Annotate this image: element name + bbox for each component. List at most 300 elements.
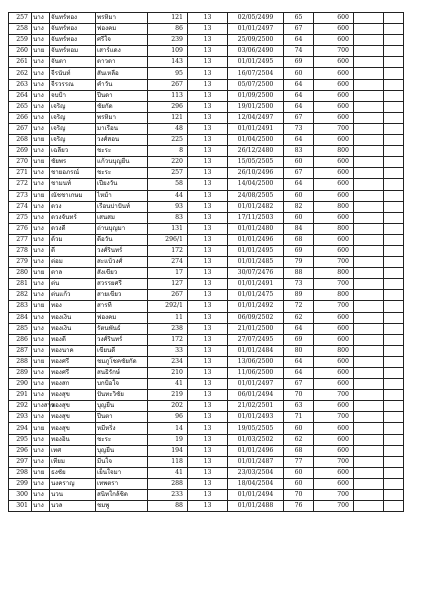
- village-number-cell: 13: [188, 268, 228, 279]
- village-number-cell: 13: [188, 257, 228, 268]
- birth-date-cell: 18/04/2504: [228, 478, 284, 489]
- house-number-cell: 44: [148, 190, 188, 201]
- table-row: [9, 301, 404, 312]
- age-cell: 65: [284, 13, 314, 24]
- age-cell: 70: [284, 490, 314, 501]
- blank-cell: [384, 157, 404, 168]
- prefix-cell: นาง: [32, 223, 50, 234]
- village-number-cell: 13: [188, 467, 228, 478]
- blank-cell: [384, 24, 404, 35]
- allowance-amount-cell: 600: [314, 101, 354, 112]
- first-name-cell: ณัชชาเกษม: [50, 190, 96, 201]
- blank-cell: [354, 190, 384, 201]
- allowance-amount-cell: 600: [314, 68, 354, 79]
- prefix-cell: นาง: [32, 112, 50, 123]
- table-row: [9, 434, 404, 445]
- last-name-cell: สะแบ้วงศ์: [96, 257, 148, 268]
- birth-date-cell: 06/01/2494: [228, 390, 284, 401]
- blank-cell: [384, 456, 404, 467]
- blank-cell: [354, 179, 384, 190]
- allowance-amount-cell: 800: [314, 345, 354, 356]
- blank-cell: [384, 135, 404, 146]
- age-cell: 64: [284, 356, 314, 367]
- village-number-cell: 13: [188, 123, 228, 134]
- last-name-cell: สันเหลือ: [96, 68, 148, 79]
- blank-cell: [384, 123, 404, 134]
- age-cell: 60: [284, 423, 314, 434]
- village-number-cell: 13: [188, 79, 228, 90]
- blank-cell: [384, 401, 404, 412]
- first-name-cell: ด้วม: [50, 234, 96, 245]
- house-number-cell: 58: [148, 179, 188, 190]
- last-name-cell: เรือนปาปันท์: [96, 201, 148, 212]
- birth-date-cell: 01/01/2495: [228, 245, 284, 256]
- birth-date-cell: 01/01/2493: [228, 412, 284, 423]
- row-number-cell: 298: [9, 467, 32, 478]
- blank-cell: [354, 57, 384, 68]
- birth-date-cell: 12/04/2497: [228, 112, 284, 123]
- last-name-cell: เปียงวัน: [96, 179, 148, 190]
- prefix-cell: นาย: [32, 268, 50, 279]
- prefix-cell: นาง: [32, 290, 50, 301]
- age-cell: 84: [284, 223, 314, 234]
- row-number-cell: 261: [9, 57, 32, 68]
- age-cell: 60: [284, 467, 314, 478]
- blank-cell: [384, 212, 404, 223]
- allowance-amount-cell: 600: [314, 323, 354, 334]
- house-number-cell: 8: [148, 146, 188, 157]
- blank-cell: [354, 323, 384, 334]
- prefix-cell: นางสาว: [32, 401, 50, 412]
- row-number-cell: 262: [9, 68, 32, 79]
- prefix-cell: นาง: [32, 101, 50, 112]
- age-cell: 74: [284, 46, 314, 57]
- house-number-cell: 296: [148, 101, 188, 112]
- row-number-cell: 274: [9, 201, 32, 212]
- village-number-cell: 13: [188, 35, 228, 46]
- last-name-cell: ดาวดา: [96, 57, 148, 68]
- row-number-cell: 273: [9, 190, 32, 201]
- first-name-cell: ทองเงิน: [50, 312, 96, 323]
- age-cell: 73: [284, 123, 314, 134]
- row-number-cell: 257: [9, 13, 32, 24]
- blank-cell: [354, 35, 384, 46]
- prefix-cell: นาง: [32, 79, 50, 90]
- blank-cell: [384, 334, 404, 345]
- allowance-amount-cell: 600: [314, 434, 354, 445]
- age-cell: 83: [284, 146, 314, 157]
- house-number-cell: 19: [148, 434, 188, 445]
- village-number-cell: 13: [188, 234, 228, 245]
- row-number-cell: 291: [9, 390, 32, 401]
- blank-cell: [354, 79, 384, 90]
- prefix-cell: นาย: [32, 157, 50, 168]
- table-row: [9, 234, 404, 245]
- allowance-amount-cell: 700: [314, 412, 354, 423]
- house-number-cell: 234: [148, 356, 188, 367]
- blank-cell: [384, 501, 404, 512]
- row-number-cell: 263: [9, 79, 32, 90]
- table-row: [9, 423, 404, 434]
- age-cell: 60: [284, 68, 314, 79]
- first-name-cell: ทองสุข: [50, 401, 96, 412]
- first-name-cell: เจริญ: [50, 135, 96, 146]
- row-number-cell: 280: [9, 268, 32, 279]
- village-number-cell: 13: [188, 356, 228, 367]
- prefix-cell: นาง: [32, 257, 50, 268]
- house-number-cell: 118: [148, 456, 188, 467]
- blank-cell: [384, 323, 404, 334]
- prefix-cell: นาง: [32, 412, 50, 423]
- last-name-cell: ไหม้า: [96, 190, 148, 201]
- table-row: [9, 190, 404, 201]
- table-row: [9, 445, 404, 456]
- age-cell: 63: [284, 401, 314, 412]
- blank-cell: [354, 157, 384, 168]
- blank-cell: [354, 467, 384, 478]
- birth-date-cell: 01/01/2475: [228, 290, 284, 301]
- allowance-amount-cell: 600: [314, 401, 354, 412]
- table-row: [9, 35, 404, 46]
- birth-date-cell: 11/06/2500: [228, 368, 284, 379]
- village-number-cell: 13: [188, 201, 228, 212]
- first-name-cell: เจริญ: [50, 112, 96, 123]
- row-number-cell: 278: [9, 245, 32, 256]
- table-row: [9, 356, 404, 367]
- table-row: [9, 268, 404, 279]
- birth-date-cell: 01/01/2497: [228, 24, 284, 35]
- first-name-cell: เจริญ: [50, 123, 96, 134]
- prefix-cell: นาง: [32, 234, 50, 245]
- row-number-cell: 275: [9, 212, 32, 223]
- house-number-cell: 292/1: [148, 301, 188, 312]
- blank-cell: [384, 467, 404, 478]
- last-name-cell: ถ่านบุญมา: [96, 223, 148, 234]
- table-row: [9, 46, 404, 57]
- last-name-cell: เสาร์แดง: [96, 46, 148, 57]
- prefix-cell: นาง: [32, 445, 50, 456]
- village-number-cell: 13: [188, 24, 228, 35]
- blank-cell: [384, 434, 404, 445]
- allowance-amount-cell: 800: [314, 146, 354, 157]
- age-cell: 64: [284, 79, 314, 90]
- table-row: [9, 412, 404, 423]
- age-cell: 60: [284, 190, 314, 201]
- age-cell: 73: [284, 279, 314, 290]
- prefix-cell: นาง: [32, 345, 50, 356]
- first-name-cell: ชัยพร: [50, 157, 96, 168]
- allowance-amount-cell: 700: [314, 46, 354, 57]
- last-name-cell: เทพตรา: [96, 478, 148, 489]
- birth-date-cell: 01/01/2491: [228, 279, 284, 290]
- allowance-amount-cell: 600: [314, 312, 354, 323]
- blank-cell: [384, 301, 404, 312]
- house-number-cell: 219: [148, 390, 188, 401]
- birth-date-cell: 26/12/2480: [228, 146, 284, 157]
- prefix-cell: นาง: [32, 501, 50, 512]
- table-row: [9, 290, 404, 301]
- blank-cell: [384, 112, 404, 123]
- blank-cell: [354, 356, 384, 367]
- house-number-cell: 233: [148, 490, 188, 501]
- allowance-amount-cell: 600: [314, 190, 354, 201]
- allowance-amount-cell: 600: [314, 79, 354, 90]
- table-row: [9, 179, 404, 190]
- blank-cell: [384, 290, 404, 301]
- last-name-cell: ชะระ: [96, 146, 148, 157]
- birth-date-cell: 01/03/2502: [228, 434, 284, 445]
- table-row: [9, 478, 404, 489]
- house-number-cell: 296/1: [148, 234, 188, 245]
- village-number-cell: 13: [188, 190, 228, 201]
- village-number-cell: 13: [188, 379, 228, 390]
- first-name-cell: นวน: [50, 490, 96, 501]
- village-number-cell: 13: [188, 245, 228, 256]
- age-cell: 79: [284, 257, 314, 268]
- first-name-cell: ทองสก: [50, 379, 96, 390]
- row-number-cell: 264: [9, 90, 32, 101]
- last-name-cell: ฟองคม: [96, 312, 148, 323]
- allowance-amount-cell: 600: [314, 168, 354, 179]
- blank-cell: [354, 245, 384, 256]
- row-number-cell: 299: [9, 478, 32, 489]
- last-name-cell: บุญยืน: [96, 401, 148, 412]
- house-number-cell: 93: [148, 201, 188, 212]
- age-cell: 62: [284, 434, 314, 445]
- table-row: [9, 323, 404, 334]
- birth-date-cell: 01/01/2495: [228, 57, 284, 68]
- row-number-cell: 260: [9, 46, 32, 57]
- house-number-cell: 131: [148, 223, 188, 234]
- allowance-amount-cell: 600: [314, 467, 354, 478]
- blank-cell: [384, 356, 404, 367]
- village-number-cell: 13: [188, 445, 228, 456]
- table-row: [9, 490, 404, 501]
- table-row: [9, 123, 404, 134]
- birth-date-cell: 01/01/2487: [228, 456, 284, 467]
- blank-cell: [354, 101, 384, 112]
- blank-cell: [384, 390, 404, 401]
- prefix-cell: นาง: [32, 146, 50, 157]
- blank-cell: [354, 168, 384, 179]
- birth-date-cell: 24/08/2505: [228, 190, 284, 201]
- house-number-cell: 257: [148, 168, 188, 179]
- table-row: [9, 68, 404, 79]
- prefix-cell: นาย: [32, 46, 50, 57]
- last-name-cell: ชมภูโชคชัยกัด: [96, 356, 148, 367]
- age-cell: 67: [284, 168, 314, 179]
- age-cell: 69: [284, 57, 314, 68]
- last-name-cell: ชะระ: [96, 168, 148, 179]
- prefix-cell: นาง: [32, 179, 50, 190]
- prefix-cell: นาง: [32, 478, 50, 489]
- prefix-cell: นาง: [32, 201, 50, 212]
- first-name-cell: เฉลียว: [50, 146, 96, 157]
- table-row: [9, 245, 404, 256]
- village-number-cell: 13: [188, 157, 228, 168]
- row-number-cell: 290: [9, 379, 32, 390]
- allowance-amount-cell: 700: [314, 123, 354, 134]
- birth-date-cell: 05/07/2500: [228, 79, 284, 90]
- first-name-cell: จันทร์ทอง: [50, 24, 96, 35]
- last-name-cell: ปันทะวิชัย: [96, 390, 148, 401]
- allowance-amount-cell: 600: [314, 112, 354, 123]
- village-number-cell: 13: [188, 412, 228, 423]
- blank-cell: [354, 423, 384, 434]
- first-name-cell: นงคราญ: [50, 478, 96, 489]
- birth-date-cell: 01/01/2484: [228, 345, 284, 356]
- blank-cell: [354, 13, 384, 24]
- birth-date-cell: 25/09/2500: [228, 35, 284, 46]
- blank-cell: [384, 223, 404, 234]
- prefix-cell: นาง: [32, 168, 50, 179]
- blank-cell: [384, 46, 404, 57]
- row-number-cell: 259: [9, 35, 32, 46]
- house-number-cell: 86: [148, 24, 188, 35]
- allowance-amount-cell: 800: [314, 223, 354, 234]
- last-name-cell: ชัยกัด: [96, 101, 148, 112]
- blank-cell: [354, 112, 384, 123]
- first-name-cell: ทองสุข: [50, 412, 96, 423]
- row-number-cell: 288: [9, 356, 32, 367]
- last-name-cell: ชมพู: [96, 501, 148, 512]
- village-number-cell: 13: [188, 279, 228, 290]
- allowance-amount-cell: 700: [314, 279, 354, 290]
- row-number-cell: 282: [9, 290, 32, 301]
- blank-cell: [384, 146, 404, 157]
- age-cell: 69: [284, 334, 314, 345]
- allowance-amount-cell: 600: [314, 445, 354, 456]
- first-name-cell: ชามนท์: [50, 179, 96, 190]
- table-row: [9, 212, 404, 223]
- last-name-cell: วงศ์สอน: [96, 135, 148, 146]
- last-name-cell: แก้วนบุญยืน: [96, 157, 148, 168]
- allowance-amount-cell: 600: [314, 57, 354, 68]
- row-number-cell: 286: [9, 334, 32, 345]
- prefix-cell: นาง: [32, 13, 50, 24]
- blank-cell: [384, 345, 404, 356]
- house-number-cell: 288: [148, 478, 188, 489]
- village-number-cell: 13: [188, 390, 228, 401]
- first-name-cell: ดวง: [50, 201, 96, 212]
- age-cell: 60: [284, 212, 314, 223]
- blank-cell: [354, 312, 384, 323]
- allowance-amount-cell: 600: [314, 90, 354, 101]
- age-cell: 69: [284, 245, 314, 256]
- first-name-cell: ดี: [50, 245, 96, 256]
- prefix-cell: นาง: [32, 245, 50, 256]
- blank-cell: [354, 345, 384, 356]
- first-name-cell: นวล: [50, 501, 96, 512]
- table-row: [9, 368, 404, 379]
- village-number-cell: 13: [188, 101, 228, 112]
- blank-cell: [354, 234, 384, 245]
- blank-cell: [354, 412, 384, 423]
- row-number-cell: 292: [9, 401, 32, 412]
- table-row: [9, 257, 404, 268]
- blank-cell: [384, 168, 404, 179]
- prefix-cell: นาย: [32, 190, 50, 201]
- birth-date-cell: 01/01/2497: [228, 379, 284, 390]
- age-cell: 64: [284, 323, 314, 334]
- blank-cell: [354, 146, 384, 157]
- age-cell: 67: [284, 112, 314, 123]
- allowance-amount-cell: 700: [314, 501, 354, 512]
- first-name-cell: ต่นแก้ว: [50, 290, 96, 301]
- prefix-cell: นาง: [32, 379, 50, 390]
- last-name-cell: มีนใจ: [96, 456, 148, 467]
- age-cell: 64: [284, 135, 314, 146]
- house-number-cell: 239: [148, 35, 188, 46]
- blank-cell: [384, 379, 404, 390]
- row-number-cell: 268: [9, 135, 32, 146]
- first-name-cell: ต่อม: [50, 257, 96, 268]
- row-number-cell: 281: [9, 279, 32, 290]
- age-cell: 76: [284, 501, 314, 512]
- blank-cell: [384, 490, 404, 501]
- birth-date-cell: 02/05/2499: [228, 13, 284, 24]
- blank-cell: [354, 368, 384, 379]
- blank-cell: [354, 478, 384, 489]
- row-number-cell: 284: [9, 312, 32, 323]
- blank-cell: [354, 212, 384, 223]
- last-name-cell: ศรีใจ: [96, 35, 148, 46]
- blank-cell: [354, 201, 384, 212]
- house-number-cell: 96: [148, 412, 188, 423]
- age-cell: 64: [284, 368, 314, 379]
- prefix-cell: นาง: [32, 323, 50, 334]
- prefix-cell: นาย: [32, 301, 50, 312]
- house-number-cell: 88: [148, 501, 188, 512]
- age-cell: 60: [284, 478, 314, 489]
- allowance-amount-cell: 700: [314, 456, 354, 467]
- age-cell: 71: [284, 412, 314, 423]
- row-number-cell: 295: [9, 434, 32, 445]
- prefix-cell: นาง: [32, 334, 50, 345]
- blank-cell: [354, 456, 384, 467]
- blank-cell: [354, 401, 384, 412]
- blank-cell: [384, 268, 404, 279]
- row-number-cell: 258: [9, 24, 32, 35]
- row-number-cell: 287: [9, 345, 32, 356]
- table-row: [9, 345, 404, 356]
- row-number-cell: 272: [9, 179, 32, 190]
- birth-date-cell: 21/01/2500: [228, 323, 284, 334]
- last-name-cell: สวรรยศรี: [96, 279, 148, 290]
- row-number-cell: 269: [9, 146, 32, 157]
- table-row: [9, 24, 404, 35]
- village-number-cell: 13: [188, 68, 228, 79]
- table-row: [9, 456, 404, 467]
- blank-cell: [384, 412, 404, 423]
- row-number-cell: 265: [9, 101, 32, 112]
- birth-date-cell: 01/01/2482: [228, 201, 284, 212]
- birth-date-cell: 01/01/2491: [228, 123, 284, 134]
- table-row: [9, 401, 404, 412]
- birth-date-cell: 17/11/2503: [228, 212, 284, 223]
- last-name-cell: เสนสม: [96, 212, 148, 223]
- blank-cell: [354, 268, 384, 279]
- prefix-cell: นาย: [32, 135, 50, 146]
- allowance-amount-cell: 600: [314, 478, 354, 489]
- blank-cell: [354, 135, 384, 146]
- blank-cell: [354, 223, 384, 234]
- blank-cell: [384, 90, 404, 101]
- house-number-cell: 95: [148, 68, 188, 79]
- row-number-cell: 266: [9, 112, 32, 123]
- prefix-cell: นาง: [32, 312, 50, 323]
- age-cell: 72: [284, 301, 314, 312]
